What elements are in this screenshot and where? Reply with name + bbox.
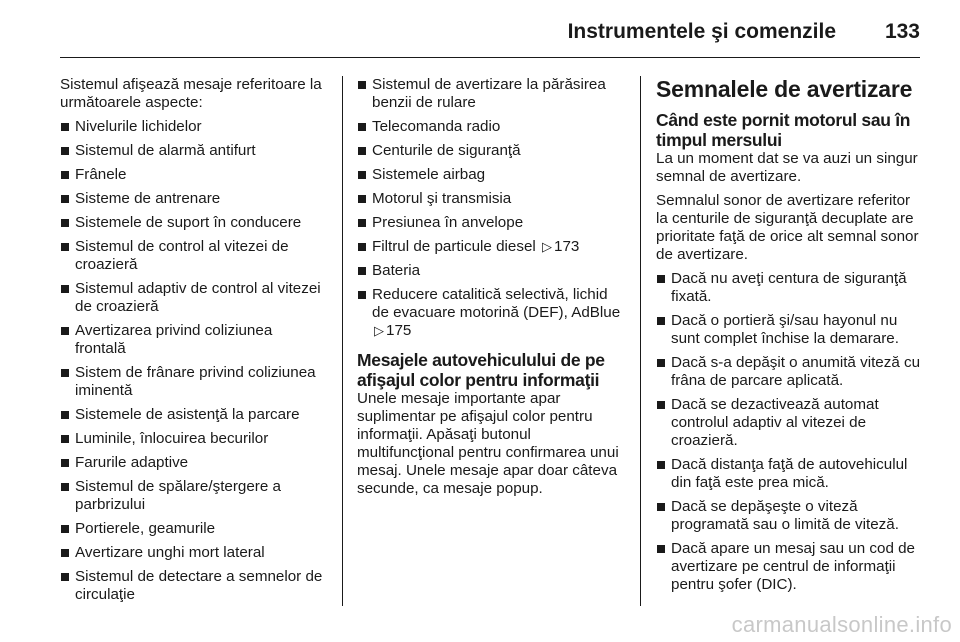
- paragraph: La un moment dat se va auzi un singur semnal de avertizare.: [656, 150, 918, 185]
- list-item: Frânele: [60, 166, 325, 184]
- list-item: Presiunea în anvelope: [357, 214, 627, 232]
- page-reference-icon: ▷: [542, 239, 552, 254]
- section-heading: Mesajele autovehiculului de pe afişajul color pentru informaţii: [357, 350, 605, 390]
- list-item-text: Filtrul de particule diesel: [372, 238, 536, 255]
- list-item: Dacă nu aveţi centura de siguranţă fixată.: [656, 270, 922, 306]
- list-item: Dacă apare un mesaj sau un cod de avertizare pe centrul de informaţii pentru şofer (DIC).: [656, 540, 922, 594]
- page-reference-icon: ▷: [374, 323, 384, 338]
- intro-text: Sistemul afişează mesaje referitoare la următoarele aspecte:: [60, 76, 322, 111]
- page-reference[interactable]: 173: [554, 238, 580, 255]
- list-item: Nivelurile lichidelor: [60, 118, 325, 136]
- list-item-text: Reducere catalitică selectivă, lichid de evacuare motorină (DEF), AdBlue: [372, 286, 621, 321]
- list-item: Luminile, înlocuirea becurilor: [60, 430, 325, 448]
- column-1: [60, 76, 325, 610]
- message-topics-list: [60, 118, 325, 604]
- list-item: Sistemele de asistenţă la parcare: [60, 406, 325, 424]
- list-item: Sistemul de control al vitezei de croazieră: [60, 238, 325, 274]
- list-item: Sistemele airbag: [357, 166, 627, 184]
- section-subtitle: Când este pornit motorul sau în timpul mersului: [656, 110, 911, 150]
- list-item: [357, 286, 627, 340]
- list-item: Bateria: [357, 262, 627, 280]
- list-item: Telecomanda radio: [357, 118, 627, 136]
- list-item: Sistemul de avertizare la părăsirea benzii de rulare: [357, 76, 627, 112]
- list-item: Centurile de siguranţă: [357, 142, 627, 160]
- list-item: Dacă s-a depăşit o anumită viteză cu frâna de parcare aplicată.: [656, 354, 922, 390]
- list-item: Avertizare unghi mort lateral: [60, 544, 325, 562]
- page-number: 133: [884, 20, 920, 43]
- list-item: Dacă distanţa faţă de autovehiculul din faţă este prea mică.: [656, 456, 922, 492]
- watermark: carmanualsonline.info: [731, 612, 952, 637]
- list-item: Dacă o portieră şi/sau hayonul nu sunt complet închise la demarare.: [656, 312, 922, 348]
- warning-conditions-list: [656, 270, 922, 594]
- list-item: Sistemul adaptiv de control al vitezei de croazieră: [60, 280, 325, 316]
- list-item: Sisteme de antrenare: [60, 190, 325, 208]
- paragraph: Semnalul sonor de avertizare referitor la centurile de siguranţă decuplate are prioritate faţă de orice alt semnal sonor de avertizare.: [656, 192, 919, 263]
- list-item: Dacă se depăşeşte o viteză programată sau o limită de viteză.: [656, 498, 922, 534]
- page-header: [60, 12, 920, 58]
- column-3: [656, 76, 922, 600]
- list-item: Sistemul de alarmă antifurt: [60, 142, 325, 160]
- message-topics-list-continued: [357, 76, 627, 340]
- column-divider: [640, 76, 641, 606]
- column-2: [357, 76, 627, 504]
- section-title: Semnalele de avertizare: [656, 76, 913, 102]
- list-item: Sistemele de suport în conducere: [60, 214, 325, 232]
- page-reference[interactable]: 175: [386, 322, 412, 339]
- list-item: Sistemul de spălare/ştergere a parbrizului: [60, 478, 325, 514]
- section-paragraph: Unele mesaje importante apar suplimentar pe afişajul color pentru informaţii. Apăsaţi butonul multifuncţional pentru confirmarea unui mesaj. Unele mesaje apar doar câteva secunde, ca mesaje popup.: [357, 390, 619, 497]
- list-item: Avertizarea privind coliziunea frontală: [60, 322, 325, 358]
- list-item: Portierele, geamurile: [60, 520, 325, 538]
- column-divider: [342, 76, 343, 606]
- list-item: [357, 238, 627, 256]
- list-item: Motorul şi transmisia: [357, 190, 627, 208]
- list-item: Farurile adaptive: [60, 454, 325, 472]
- list-item: Dacă se dezactivează automat controlul adaptiv al vitezei de croazieră.: [656, 396, 922, 450]
- list-item: Sistemul de detectare a semnelor de circulaţie: [60, 568, 325, 604]
- header-title: Instrumentele şi comenzile: [567, 20, 836, 43]
- list-item: Sistem de frânare privind coliziunea iminentă: [60, 364, 325, 400]
